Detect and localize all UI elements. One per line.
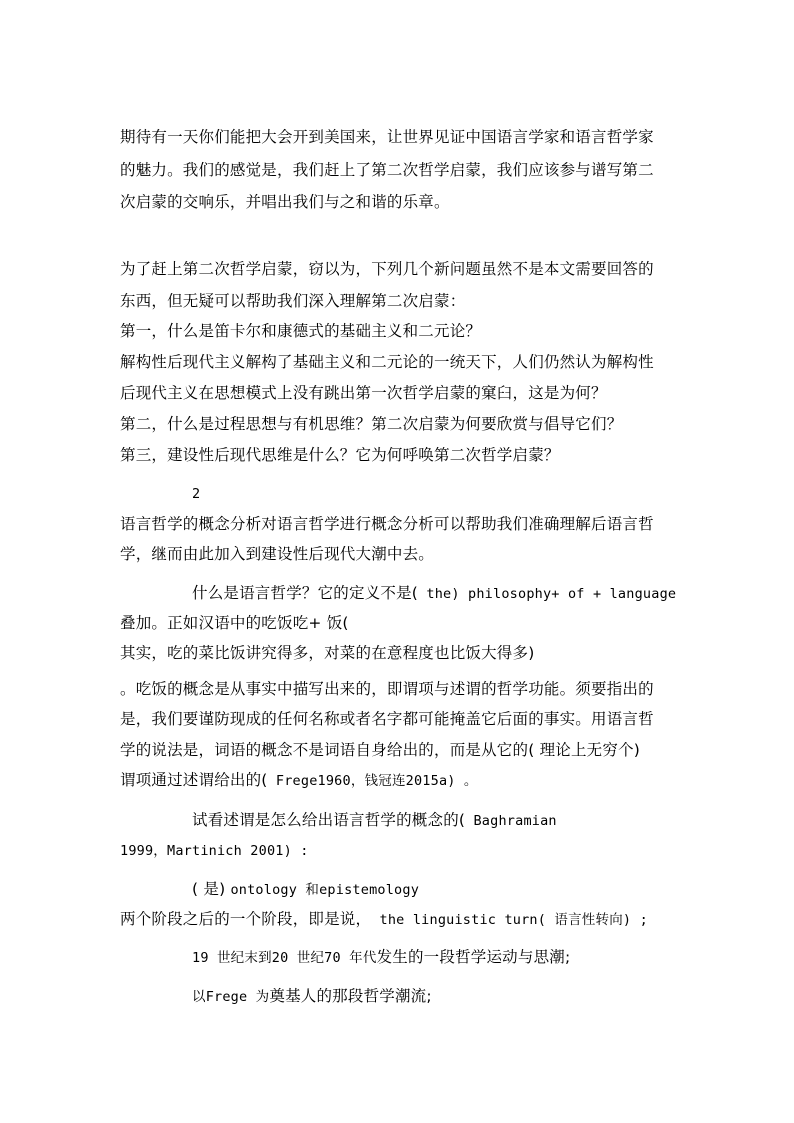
list-item-text: 19 世纪末到20 世纪70 年代 (192, 950, 377, 966)
definition-line (192, 583, 676, 604)
list-item-term: ontology 和epistemology (230, 882, 420, 898)
definition-line: 。吃饭的概念是从事实中描写出来的，即谓项与述谓的哲学功能。须要指出的 (120, 680, 654, 698)
section-intro-line: 语言哲学的概念分析对语言哲学进行概念分析可以帮助我们准确理解后语言哲 (120, 515, 654, 533)
question-first-note: 解构性后现代主义解构了基础主义和二元论的一统天下，人们仍然认为解构性 (120, 353, 654, 371)
definition-line (120, 770, 478, 791)
definition-line: 是，我们要谨防现成的任何名称或者名字都可能掩盖它后面的事实。用语言哲 (120, 710, 654, 728)
list-item-text: ( 是) (192, 880, 231, 898)
list-item-text: 两个阶段之后的一个阶段，即是说， (120, 910, 372, 928)
paragraph-line: 为了赶上第二次哲学启蒙，窃以为，下列几个新问题虽然不是本文需要回答的 (120, 260, 654, 278)
definition-line: 叠加。正如汉语中的吃饭吃+ 饭( (120, 614, 349, 632)
list-item-text: 以Frege 为 (192, 989, 270, 1005)
list-item (192, 986, 432, 1007)
question-second: 第二，什么是过程思想与有机思维？第二次启蒙为何要欣赏与倡导它们？ (120, 415, 623, 433)
paragraph-line: 的魅力。我们的感觉是，我们赶上了第二次哲学启蒙，我们应该参与谱写第二 (120, 161, 654, 179)
citation: 1999，Martinich 2001) : (120, 843, 309, 859)
list-item (192, 879, 419, 900)
predication-text: 试看述谓是怎么给出语言哲学的概念的( (192, 811, 466, 829)
list-item (120, 909, 648, 930)
definition-text: 谓项通过述谓给出的( (120, 771, 268, 789)
list-item (192, 947, 570, 968)
definition-line: 其实，吃的菜比饭讲究得多，对菜的在意程度也比饭大得多) (120, 644, 535, 662)
citation: Baghramian (465, 813, 557, 829)
list-item-text: 发生的一段哲学运动与思潮; (376, 948, 571, 966)
question-third: 第三，建设性后现代思维是什么？它为何呼唤第二次哲学启蒙？ (120, 446, 560, 464)
definition-formula: the) philosophy+ of + language (418, 586, 677, 602)
section-intro-line: 学，继而由此加入到建设性后现代大潮中去。 (120, 545, 435, 563)
paragraph-line: 东西，但无疑可以帮助我们深入理解第二次启蒙： (120, 292, 466, 310)
list-item-term: the linguistic turn( 语言性转向) ; (371, 912, 648, 928)
question-first-note: 后现代主义在思想模式上没有跳出第一次哲学启蒙的窠臼，这是为何？ (120, 384, 607, 402)
paragraph-line: 期待有一天你们能把大会开到美国来，让世界见证中国语言学家和语言哲学家 (120, 128, 654, 146)
section-number: 2 (192, 486, 201, 502)
definition-text: 什么是语言哲学？它的定义不是( (192, 584, 419, 602)
list-item-text: 奠基人的那段哲学潮流; (269, 987, 432, 1005)
question-first: 第一，什么是笛卡尔和康德式的基础主义和二元论？ (120, 322, 482, 340)
predication-line (192, 810, 557, 831)
citation: Frege1960，钱冠连2015a) 。 (267, 773, 478, 789)
paragraph-line: 次启蒙的交响乐，并唱出我们与之和谐的乐章。 (120, 193, 450, 211)
definition-line: 学的说法是，词语的概念不是词语自身给出的，而是从它的( 理论上无穷个) (120, 741, 641, 759)
